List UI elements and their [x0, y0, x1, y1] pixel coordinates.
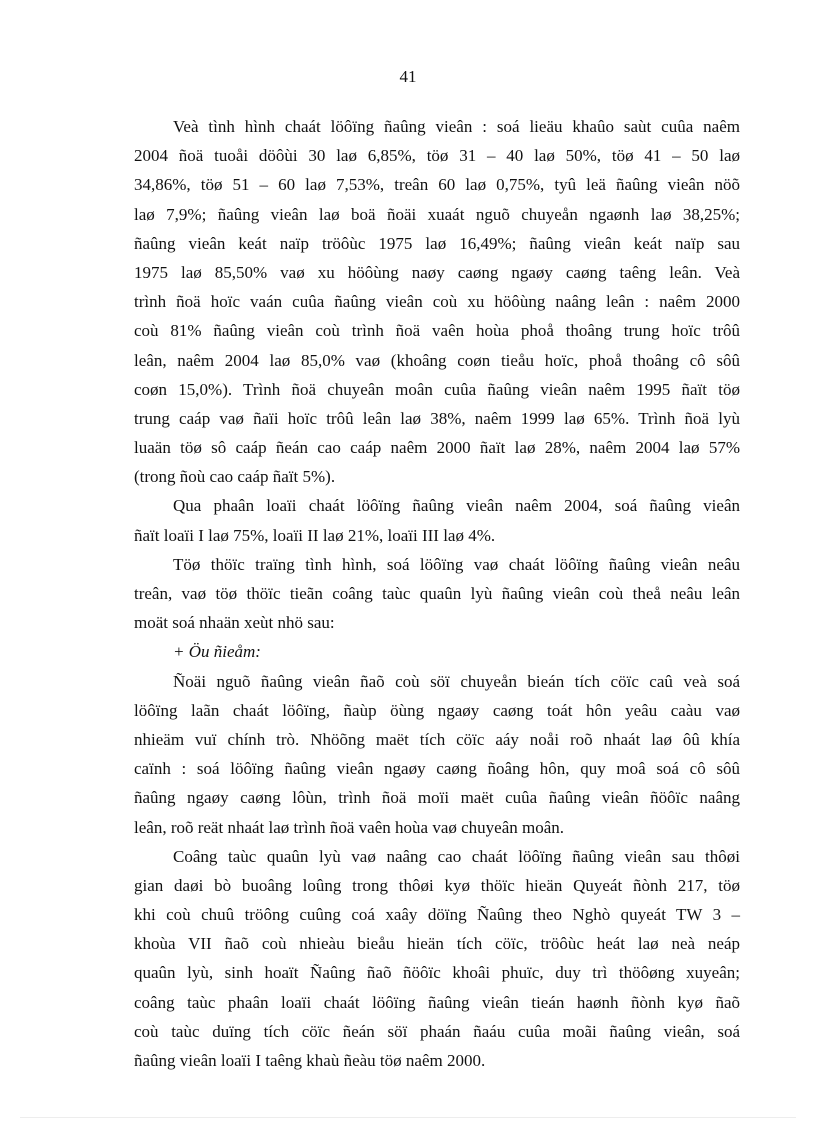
text-line: nhieäm vuï chính trò. Nhöõng maët tích cöïc aáy noåi roõ nhaát laø ôû khía — [134, 729, 740, 749]
page-number: 41 — [399, 67, 417, 86]
text-line: 2004 ñoä tuoåi döôùi 30 laø 6,85%, töø 31 – 40 laø 50%, töø 41 – 50 laø — [134, 146, 740, 166]
text-line: khoùa VII ñaõ coù nhieàu bieåu hieän tích cöïc, tröôùc heát laø neà neáp — [134, 934, 740, 954]
text-line: 1975 laø 85,50% vaø xu höôùng naøy caøng ngaøy caøng taêng leân. Veà — [134, 262, 740, 282]
text-line: leân, naêm 2004 laø 85,0% vaø (khoâng coøn tieåu hoïc, phoå thoâng cô sôû — [134, 350, 740, 370]
text-line: coøn 15,0%). Trình ñoä chuyeân moân cuûa ñaûng vieân naêm 1995 ñaït töø — [134, 379, 740, 399]
text-line: laø 7,9%; ñaûng vieân laø boä ñoäi xuaát nguõ chuyeån ngaønh laø 38,25%; — [134, 204, 740, 224]
text-line: gian daøi bò buoâng loûng trong thôøi kyø thöïc hieän Quyeát ñònh 217, töø — [134, 875, 740, 895]
text-line: 34,86%, töø 51 – 60 laø 7,53%, treân 60 laø 0,75%, tyû leä ñaûng vieân nöõ — [134, 175, 740, 195]
text-line: trình ñoä hoïc vaán cuûa ñaûng vieân coù xu höôùng naâng leân : naêm 2000 — [134, 292, 740, 312]
text-line: Ñoäi nguõ ñaûng vieân ñaõ coù söï chuyeån bieán tích cöïc caû veà soá — [173, 671, 740, 691]
text-line: coù taùc duïng tích cöïc ñeán söï phaán ñaáu cuûa moãi ñaûng vieân, soá — [134, 1021, 740, 1041]
text-line: caïnh : soá löôïng ñaûng vieân ngaøy caøng ñoâng hôn, quy moâ soá cô sôû — [134, 759, 740, 779]
text-line: quaûn lyù, sinh hoaït Ñaûng ñaõ ñöôïc khoâi phuïc, duy trì thöôøng xuyeân; — [134, 963, 740, 983]
text-line: + Öu ñieåm: — [173, 642, 261, 662]
text-line: (trong ñoù cao caáp ñaït 5%). — [134, 467, 336, 487]
text-line: leân, roõ reät nhaát laø trình ñoä vaên hoùa vaø chuyeân moân. — [134, 817, 565, 837]
page-bottom-rule — [20, 1117, 796, 1118]
text-line: Coâng taùc quaûn lyù vaø naâng cao chaát löôïng ñaûng vieân sau thôøi — [173, 846, 740, 866]
text-line: coù 81% ñaûng vieân coù trình ñoä vaên hoùa phoå thoâng trung hoïc trôû — [134, 321, 740, 341]
text-line: coâng taùc phaân loaïi chaát löôïng ñaûng vieân tieán haønh ñònh kyø ñaõ — [134, 992, 740, 1012]
text-line: Töø thöïc traïng tình hình, soá löôïng vaø chaát löôïng ñaûng vieân neâu — [173, 554, 740, 574]
text-line: treân, vaø töø thöïc tieãn coâng taùc quaûn lyù ñaûng vieân coù theå neâu leân — [134, 584, 740, 603]
text-line: ñaït loaïi I laø 75%, loaïi II laø 21%, loaïi III laø 4%. — [134, 525, 496, 545]
body-text — [134, 112, 740, 1075]
text-line: ñaûng vieân loaïi I taêng khaù ñeàu töø naêm 2000. — [134, 1051, 486, 1070]
text-line: trung caáp vaø ñaïi hoïc trôû leân laø 38%, naêm 1999 laø 65%. Trình ñoä lyù — [134, 408, 740, 428]
text-line: löôïng laãn chaát löôïng, ñaùp öùng ngaøy caøng toát hôn yeâu caàu vaø — [134, 700, 740, 720]
text-line: ñaûng ngaøy caøng lôùn, trình ñoä moïi maët cuûa ñaûng vieân ñöôïc naâng — [134, 788, 740, 808]
text-line: luaän töø sô caáp ñeán cao caáp naêm 2000 ñaït laø 28%, naêm 2004 laø 57% — [134, 438, 740, 458]
text-line: Veà tình hình chaát löôïng ñaûng vieân : soá lieäu khaûo saùt cuûa naêm — [173, 117, 740, 136]
text-line: Qua phaân loaïi chaát löôïng ñaûng vieân naêm 2004, soá ñaûng vieân — [173, 496, 740, 516]
text-line: moät soá nhaän xeùt nhö sau: — [134, 613, 335, 633]
text-line: ñaûng vieân keát naïp tröôùc 1975 laø 16,49%; ñaûng vieân keát naïp sau — [134, 233, 740, 253]
text-line: khi coù chuû tröông cuûng coá xaây döïng Ñaûng theo Nghò quyeát TW 3 – — [134, 905, 740, 925]
